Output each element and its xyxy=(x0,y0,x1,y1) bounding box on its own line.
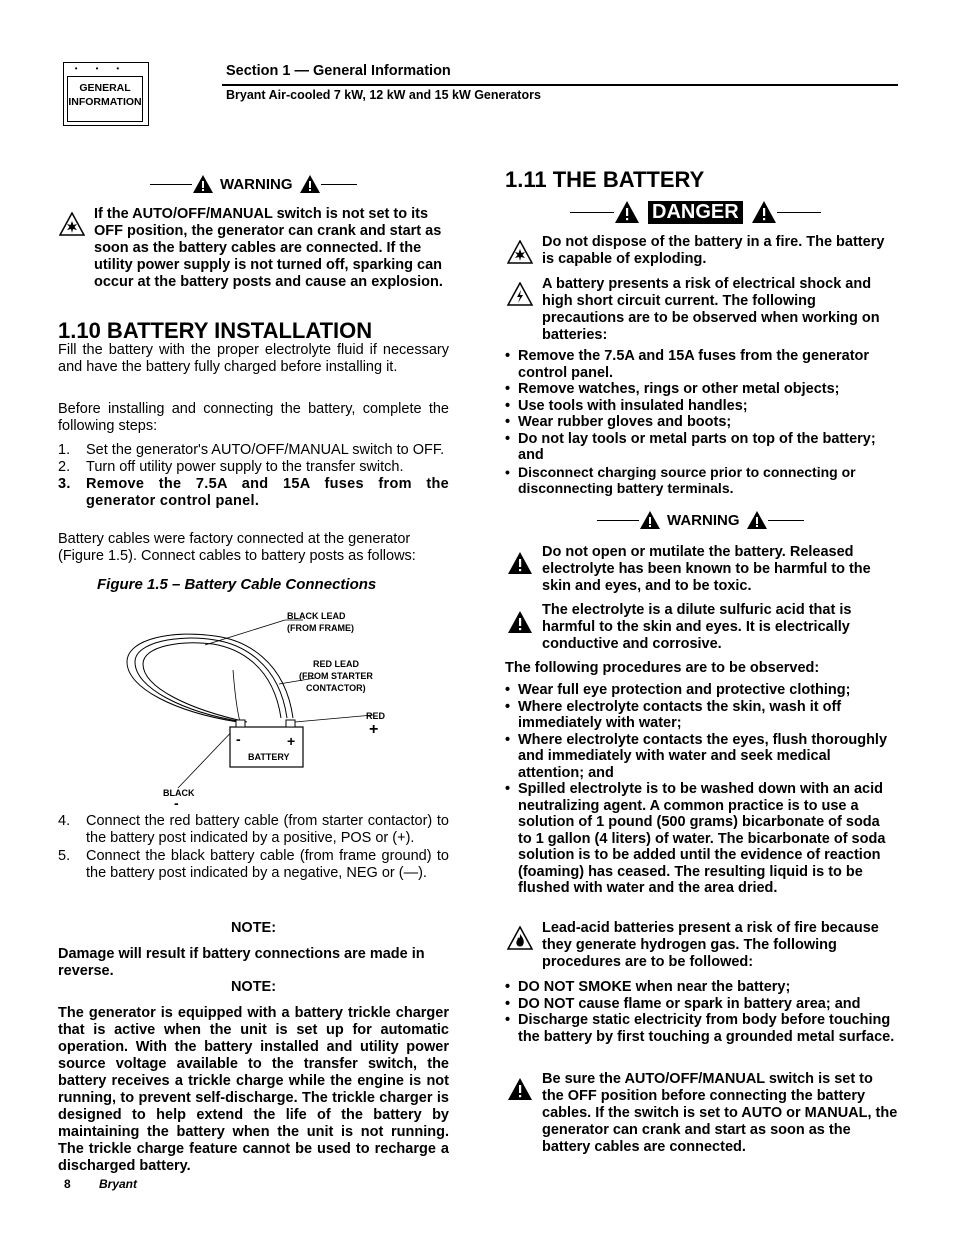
the-battery-heading: 1.11 THE BATTERY xyxy=(505,167,705,192)
section-badge xyxy=(63,62,149,126)
note-2-text: The generator is equipped with a battery trickle charger that is active when the unit is set up for automatic operation. With the battery installed and utility power source voltage available to the transfer switch, the battery receives a trickle charge while the engine is not running, to prevent self-discharge. The trickle charger is designed to help extend the life of the battery by maintaining the battery when the unit is not running. The trickle charge feature cannot be used to recharge a discharged battery. xyxy=(58,1005,449,1174)
note-1-label: NOTE: xyxy=(230,920,277,936)
fire-risk-text: Lead-acid batteries present a risk of fire because they generate hydrogen gas. The following procedures are to be followed: xyxy=(542,920,879,970)
positive-terminal xyxy=(286,720,295,727)
page-number: 8 xyxy=(64,1177,71,1191)
note-1-text: Damage will result if battery connections are made in reverse. xyxy=(58,946,425,979)
warning-text-2: The electrolyte is a dilute sulfuric acid that is harmful to the skin and eyes. It is electrically conductive and corrosive. xyxy=(542,602,852,652)
from-frame-label: (FROM FRAME) xyxy=(287,623,354,633)
final-warning-text: Be sure the AUTO/OFF/MANUAL switch is set to the OFF position before connecting the battery cables. If the switch is set to AUTO or MANUAL, the generator can crank and start as soon as the battery cables are connected. xyxy=(542,1071,898,1155)
warning-triangle-icon xyxy=(746,510,768,530)
step-item: 4. Connect the red battery cable (from starter contactor) to the battery post indicated by a positive, POS or (+). xyxy=(58,813,449,846)
left-warning-text: If the AUTO/OFF/MANUAL switch is not set to its OFF position, the generator can crank and start as soon as the battery cables are connected. If the utility power supply is not turned off, sparking can occur at the battery posts and cause an explosion. xyxy=(94,206,443,290)
red-lead-label: RED LEAD xyxy=(313,659,360,669)
black-label: BLACK xyxy=(163,788,195,798)
footer-brand: Bryant xyxy=(99,1177,138,1191)
badge-dots: ••• xyxy=(74,64,138,73)
list-item: • Spilled electrolyte is to be washed down with an acid neutralizing agent. A common practice is to use a solution of 1 pound (500 grams) bicarbonate of soda to 1 gallon (4 liters) of water. The bicarbonate of soda solution is to be added until the evidence of reaction (foaming) has ceased. The resulting liquid is to be flushed with water and the area dried. xyxy=(505,781,897,897)
from-starter-label: (FROM STARTER xyxy=(299,671,373,681)
header-rule xyxy=(222,84,898,86)
list-item: • Do not lay tools or metal parts on top of the battery; and xyxy=(505,431,895,464)
document-subtitle: Bryant Air-cooled 7 kW, 12 kW and 15 kW Generators xyxy=(226,88,541,102)
installation-steps xyxy=(58,442,449,510)
danger-triangle-icon xyxy=(751,200,777,224)
left-warning-callout xyxy=(150,174,357,194)
battery-minus-label: - xyxy=(236,731,241,747)
connection-steps xyxy=(58,813,449,882)
step-item: 5. Connect the black battery cable (from frame ground) to the battery post indicated by a negative, NEG or (—). xyxy=(58,848,449,881)
list-item: • Where electrolyte contacts the eyes, flush thoroughly and immediately with water and seek medical attention; and xyxy=(505,732,897,782)
list-item: • Wear rubber gloves and boots; xyxy=(505,414,895,431)
note-2-label: NOTE: xyxy=(230,979,277,995)
section-title: Section 1 — General Information xyxy=(226,63,451,79)
left-paragraph-3: Battery cables were factory connected at the generator (Figure 1.5). Connect cables to battery posts as follows: xyxy=(58,531,416,564)
figure-caption: Figure 1.5 – Battery Cable Connections xyxy=(97,576,377,593)
left-paragraph-1: Fill the battery with the proper electrolyte fluid if necessary and have the battery fully charged before installing it. xyxy=(58,342,449,375)
danger-label: DANGER xyxy=(648,201,743,224)
danger-callout xyxy=(570,200,821,224)
battery-installation-heading: 1.10 BATTERY INSTALLATION xyxy=(58,318,373,343)
black-lead-label: BLACK LEAD xyxy=(287,611,346,621)
badge-line2: INFORMATION xyxy=(68,96,142,108)
list-item: • Disconnect charging source prior to connecting or disconnecting battery terminals. xyxy=(505,464,895,497)
electric-shock-icon xyxy=(507,282,533,306)
warning-triangle-icon xyxy=(299,174,321,194)
negative-terminal xyxy=(236,720,245,727)
electrolyte-procedures-list xyxy=(505,682,897,897)
fire-hazard-icon xyxy=(507,926,533,950)
warning-text-1: Do not open or mutilate the battery. Released electrolyte has been known to be harmful to the skin and eyes, and to be toxic. xyxy=(542,544,871,594)
list-item: • Wear full eye protection and protective clothing; xyxy=(505,682,897,699)
step-item: 1. Set the generator's AUTO/OFF/MANUAL switch to OFF. xyxy=(58,442,445,458)
battery-plus-label: + xyxy=(287,733,296,749)
warning-triangle-icon xyxy=(507,610,533,634)
battery-label: BATTERY xyxy=(248,752,290,762)
procedures-intro: The following procedures are to be observed: xyxy=(505,660,820,676)
list-item: • DO NOT cause flame or spark in battery area; and xyxy=(505,996,897,1013)
list-item: • Use tools with insulated handles; xyxy=(505,398,895,415)
left-warning-label: WARNING xyxy=(220,175,293,193)
precautions-list xyxy=(505,348,895,497)
badge-label xyxy=(67,76,143,122)
step-item: 2. Turn off utility power supply to the transfer switch. xyxy=(58,459,404,475)
battery-cable-figure xyxy=(115,600,425,810)
list-item: • Remove the 7.5A and 15A fuses from the generator control panel. xyxy=(505,348,895,381)
explosion-hazard-icon xyxy=(59,212,85,236)
right-warning-callout xyxy=(597,510,804,530)
contactor-label: CONTACTOR) xyxy=(306,683,366,693)
explosion-hazard-icon xyxy=(507,240,533,264)
right-warning-label: WARNING xyxy=(667,511,740,529)
red-label: RED xyxy=(366,711,386,721)
warning-triangle-icon xyxy=(507,551,533,575)
fire-procedures-list xyxy=(505,979,897,1045)
list-item: • Discharge static electricity from body before touching the battery by first touching a grounded metal surface. xyxy=(505,1012,897,1045)
step-item: 3. Remove the 7.5A and 15A fuses from the generator control panel. xyxy=(58,476,449,509)
warning-triangle-icon xyxy=(507,1077,533,1101)
danger-text-2: A battery presents a risk of electrical shock and high short circuit current. The following precautions are to be observed when working on batteries: xyxy=(542,276,880,343)
left-paragraph-2: Before installing and connecting the battery, complete the following steps: xyxy=(58,401,449,434)
list-item: • DO NOT SMOKE when near the battery; xyxy=(505,979,897,996)
danger-text-1: Do not dispose of the battery in a fire. The battery is capable of exploding. xyxy=(542,234,885,267)
list-item: • Remove watches, rings or other metal objects; xyxy=(505,381,895,398)
danger-triangle-icon xyxy=(614,200,640,224)
list-item: • Where electrolyte contacts the skin, wash it off immediately with water; xyxy=(505,699,897,732)
warning-triangle-icon xyxy=(192,174,214,194)
warning-triangle-icon xyxy=(639,510,661,530)
red-plus-symbol: + xyxy=(369,721,379,738)
badge-line1: GENERAL xyxy=(79,82,131,94)
black-minus-symbol: - xyxy=(174,795,179,810)
